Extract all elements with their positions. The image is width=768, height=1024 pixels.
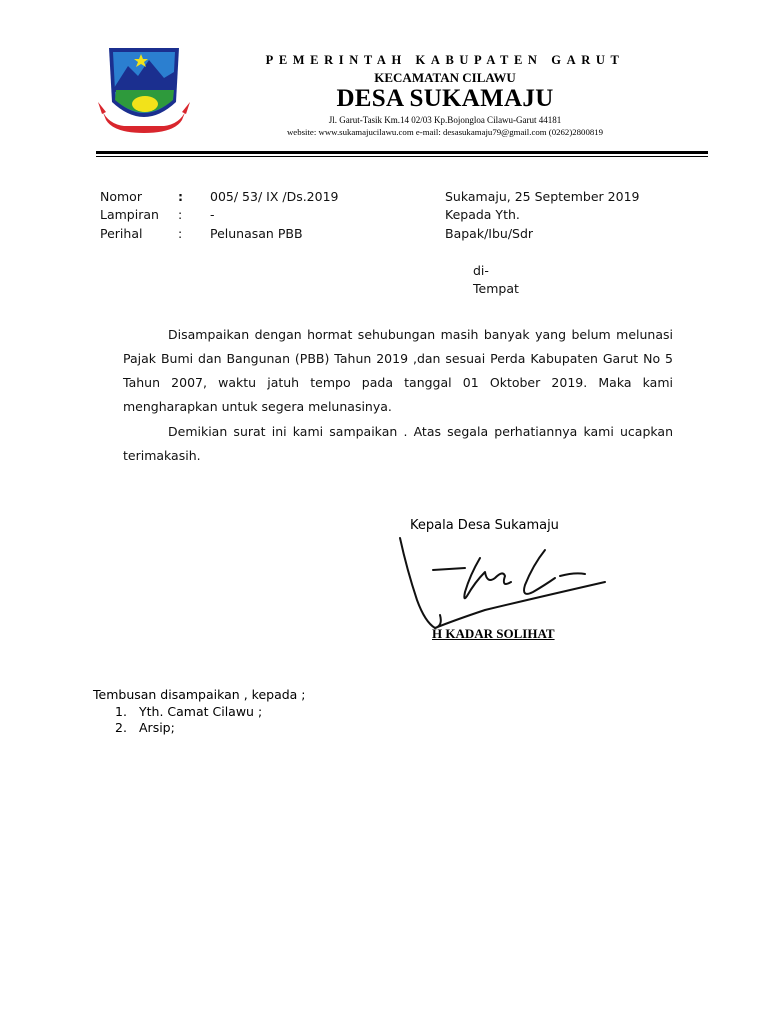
place-date: Sukamaju, 25 September 2019 xyxy=(445,189,640,204)
body-paragraph-1 xyxy=(123,323,673,419)
cc-item-1: Yth. Camat Cilawu ; xyxy=(139,704,263,719)
signature-title: Kepala Desa Sukamaju xyxy=(410,518,559,533)
cc-item-2-num: 2. xyxy=(115,720,127,735)
garut-regency-emblem xyxy=(94,40,194,140)
kepada-yth: Kepada Yth. xyxy=(445,207,520,222)
nomor-label: Nomor xyxy=(100,189,142,204)
recipient: Bapak/Ibu/Sdr xyxy=(445,226,534,241)
header-rule-thin xyxy=(96,156,708,157)
body-paragraph-2-text: Demikian surat ini kami sampaikan . Atas segala perhatiannya kami ucapkan terimakasih. xyxy=(123,424,673,463)
cc-item-1-num: 1. xyxy=(115,704,127,719)
lampiran-label: Lampiran xyxy=(100,207,159,222)
lampiran-colon: : xyxy=(178,207,183,222)
header-address: Jl. Garut-Tasik Km.14 02/03 Kp.Bojongloa Cilawu-Garut 44181 xyxy=(328,115,562,125)
body-paragraph-1-text: Disampaikan dengan hormat sehubungan masih banyak yang belum melunasi Pajak Bumi dan Bangunan (PBB) Tahun 2019 ,dan sesuai Perda Kabupaten Garut No 5 Tahun 2007, waktu jatuh tempo pada tanggal 01 Oktober 2019. Maka kami mengharapkan untuk segera melunasinya. xyxy=(123,327,673,414)
di-label: di- xyxy=(473,263,489,278)
lampiran-value: - xyxy=(210,207,215,222)
cc-heading: Tembusan disampaikan , kepada ; xyxy=(93,687,306,702)
header-desa: DESA SUKAMAJU xyxy=(336,85,554,112)
header-government: PEMERINTAH KABUPATEN GARUT xyxy=(265,53,625,67)
signatory-name: H KADAR SOLIHAT xyxy=(432,626,555,641)
handwritten-signature xyxy=(395,530,615,640)
perihal-label: Perihal xyxy=(100,226,143,241)
nomor-value: 005/ 53/ IX /Ds.2019 xyxy=(210,189,339,204)
tempat-label: Tempat xyxy=(473,281,519,296)
header-contact: website: www.sukamajucilawu.com e-mail: desasukamaju79@gmail.com (0262)2800819 xyxy=(286,127,604,137)
perihal-value: Pelunasan PBB xyxy=(210,226,303,241)
cc-item-2: Arsip; xyxy=(139,720,175,735)
header-kecamatan: KECAMATAN CILAWU xyxy=(374,70,516,85)
body-paragraph-2 xyxy=(123,420,673,468)
header-rule-thick xyxy=(96,151,708,154)
perihal-colon: : xyxy=(178,226,183,241)
nomor-colon: : xyxy=(178,189,183,204)
